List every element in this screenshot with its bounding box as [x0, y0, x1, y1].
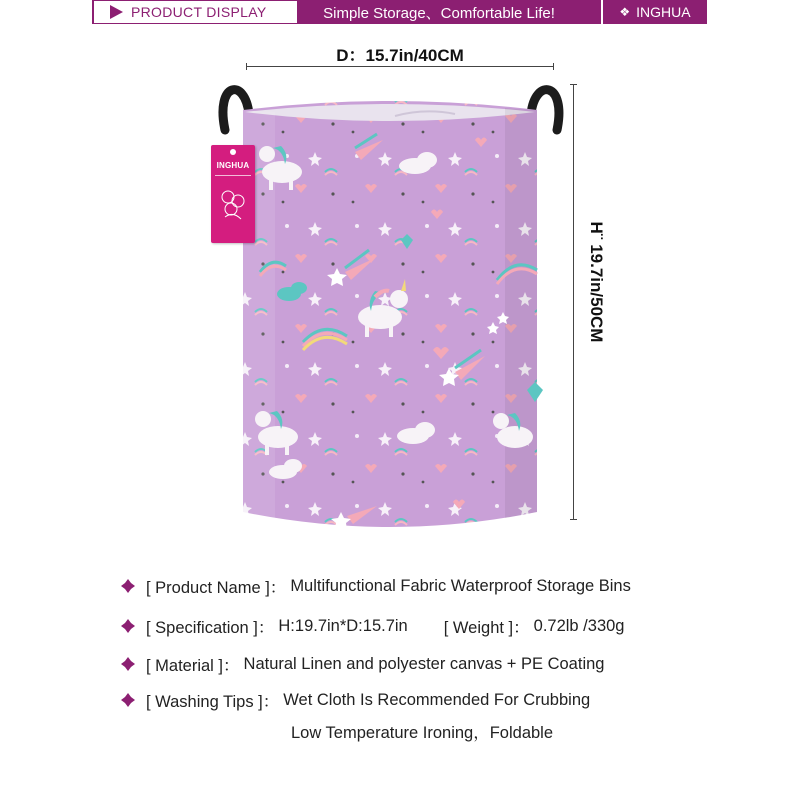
- height-label: H¨ 19.7in/50CM: [587, 221, 606, 343]
- diamond-bullet-icon: [120, 692, 136, 708]
- storage-basket-image: [205, 72, 575, 542]
- diamond-icon: ❖: [619, 5, 631, 19]
- brand-hang-tag: [211, 145, 255, 243]
- spec-row-product-name: [120, 574, 631, 598]
- spec-label-specification: [ Specification ]：: [146, 619, 275, 637]
- diamond-bullet-icon: [120, 656, 136, 672]
- spec-value-washing: Wet Cloth Is Recommended For Crubbing: [283, 690, 591, 709]
- spec-label-product-name: [ Product Name ]：: [146, 579, 287, 597]
- spec-label-material: [ Material ]：: [146, 657, 240, 675]
- spec-row-washing: [120, 688, 590, 712]
- spec-label-weight: [ Weight ]：: [443, 619, 530, 637]
- diameter-label: D：15.7in/40CM: [336, 46, 464, 65]
- diamond-bullet-icon: [120, 578, 136, 594]
- spec-row-specification: [120, 614, 624, 638]
- spec-label-washing: [ Washing Tips ]：: [146, 693, 280, 711]
- tagline: Simple Storage、Comfortable Life!: [323, 4, 555, 22]
- rose-icon: [219, 185, 247, 225]
- spec-value-specification: H:19.7in*D:15.7in: [278, 616, 408, 635]
- diamond-bullet-icon: [120, 618, 136, 634]
- spec-value-washing-continued: Low Temperature Ironing，Foldable: [291, 724, 554, 742]
- hang-tag-divider: [215, 175, 251, 176]
- product-display-label-box: [94, 1, 297, 23]
- spec-value-weight: 0.72lb /330g: [533, 616, 625, 635]
- product-display-label: PRODUCT DISPLAY: [131, 4, 267, 20]
- header-bar: [92, 0, 707, 24]
- brand-label-box: [603, 0, 707, 24]
- spec-value-product-name: Multifunctional Fabric Waterproof Storage Bins: [290, 576, 631, 595]
- hang-tag-brand: INGHUA: [216, 161, 250, 170]
- spec-value-material: Natural Linen and polyester canvas + PE Coating: [243, 654, 605, 673]
- arrow-right-icon: [110, 5, 123, 19]
- diameter-line: [246, 66, 554, 67]
- spec-row-material: [120, 652, 604, 676]
- brand-name: INGHUA: [636, 4, 691, 20]
